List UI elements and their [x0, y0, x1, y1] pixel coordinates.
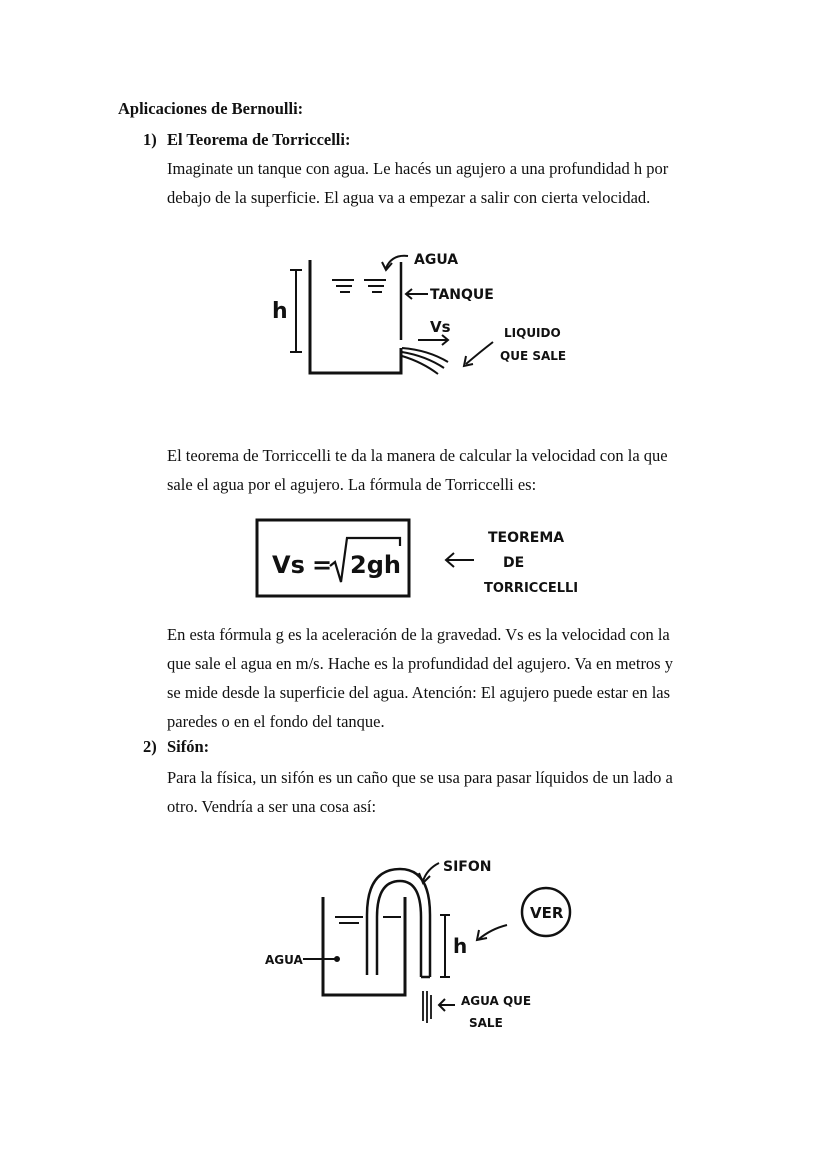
- text-line: paredes o en el fondo del tanque.: [167, 712, 385, 731]
- siphon-figure: [255, 845, 595, 1040]
- left-arrow-icon: [446, 553, 474, 567]
- text-line: Imaginate un tanque con agua. Le hacés un agujero a una profundidad h por: [167, 159, 669, 178]
- section-2-heading: Sifón:: [167, 737, 210, 756]
- sale-label: SALE: [469, 1016, 503, 1030]
- section-2-number: 2): [143, 737, 157, 756]
- text-line: Para la física, un sifón es un caño que se usa para pasar líquidos de un lado a: [167, 768, 673, 787]
- section-1-explanation: [167, 620, 727, 736]
- vs-label: Vs: [430, 318, 451, 336]
- que-sale-label: QUE SALE: [500, 349, 567, 363]
- formula-label-torriccelli: TORRICCELLI: [484, 581, 579, 596]
- section-2-intro: [167, 763, 727, 821]
- agua-label: AGUA: [414, 252, 459, 268]
- h-label: h: [272, 299, 288, 324]
- section-1-intro: [167, 154, 727, 212]
- formula-label-teorema: TEOREMA: [488, 530, 565, 546]
- formula-label-de: DE: [503, 555, 525, 571]
- tanque-label: TANQUE: [430, 287, 494, 303]
- text-line: se mide desde la superficie del agua. Atención: El agujero puede estar en las: [167, 683, 671, 702]
- formula-rhs: 2gh: [350, 551, 401, 579]
- section-1-heading: El Teorema de Torriccelli:: [167, 130, 351, 149]
- text-line: El teorema de Torriccelli te da la manera de calcular la velocidad con la que: [167, 446, 668, 465]
- text-line: otro. Vendría a ser una cosa así:: [167, 797, 377, 816]
- liquido-label: LIQUIDO: [504, 326, 561, 340]
- text-line: En esta fórmula g es la aceleración de la gravedad. Vs es la velocidad con la: [167, 625, 670, 644]
- section-1-number: 1): [143, 130, 157, 149]
- torricelli-tank-figure: [258, 240, 578, 390]
- text-line: debajo de la superficie. El agua va a empezar a salir con cierta velocidad.: [167, 188, 651, 207]
- text-line: sale el agua por el agujero. La fórmula de Torriccelli es:: [167, 475, 537, 494]
- sifon-label: SIFON: [443, 859, 492, 875]
- agua-que-label: AGUA QUE: [461, 994, 532, 1008]
- formula-vs: Vs: [272, 551, 305, 579]
- section-1-middle: [167, 441, 727, 499]
- siphon-agua-label: AGUA: [265, 953, 303, 967]
- page-title: Aplicaciones de Bernoulli:: [118, 99, 304, 118]
- text-line: que sale el agua en m/s. Hache es la profundidad del agujero. Va en metros y: [167, 654, 673, 673]
- torricelli-formula-figure: [250, 512, 580, 608]
- ver-label: VER: [530, 904, 564, 922]
- formula-equals: =: [312, 551, 333, 579]
- siphon-h-label: h: [453, 934, 468, 958]
